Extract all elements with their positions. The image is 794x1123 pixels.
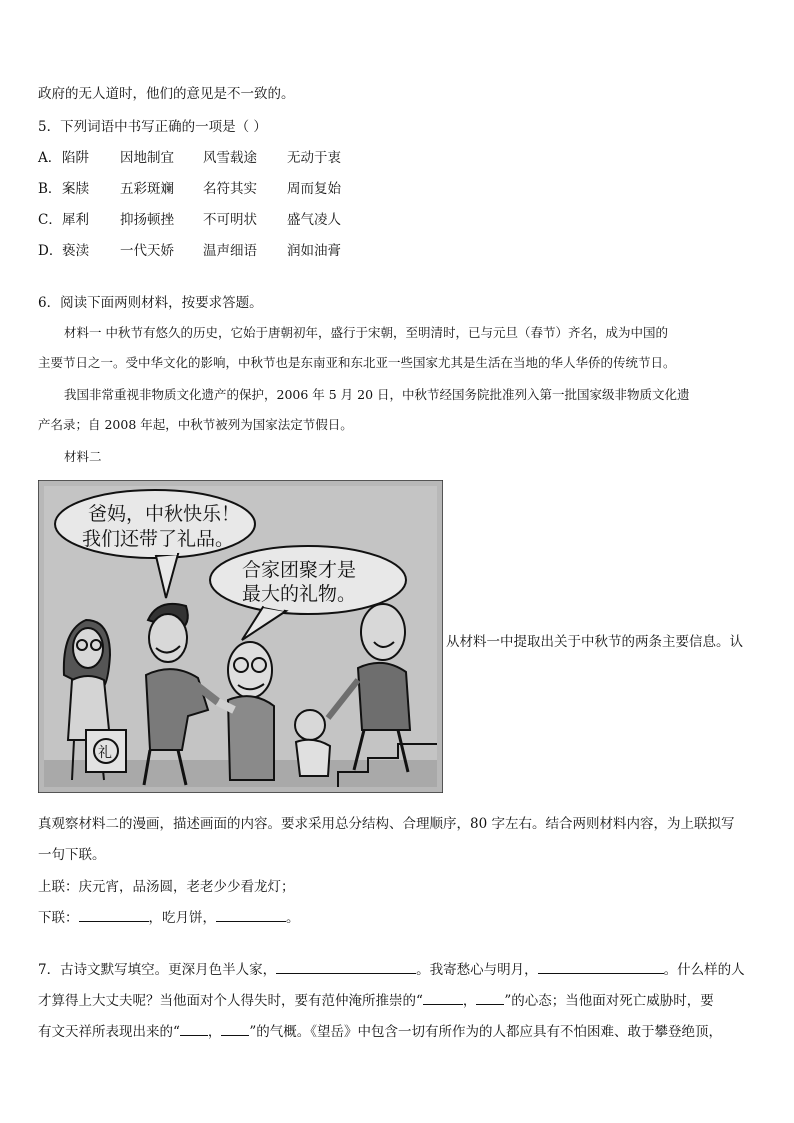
option-word: 名符其实 [203, 181, 257, 197]
q7-line3 [38, 1020, 722, 1040]
q7-text: ”的心态；当他面对死亡威胁时，要 [504, 993, 714, 1009]
option-word: 盛气凌人 [287, 212, 341, 228]
couplet-lower-mid: ，吃月饼， [148, 910, 216, 926]
bubble2-line1: 合家团聚才是 [242, 559, 357, 581]
couplet-lower-end: 。 [286, 910, 300, 926]
q7-text: ”的气概。《望岳》中包含一切有所作为的人都应具有不怕困难、敢于攀登绝顶， [249, 1024, 723, 1040]
bubble2-line2: 最大的礼物。 [242, 583, 357, 605]
q5-stem: 5．下列词语中书写正确的一项是（ ） [38, 119, 267, 135]
blank-field[interactable] [79, 907, 149, 922]
couplet-lower [38, 906, 300, 926]
option-word: 五彩斑斓 [120, 181, 174, 197]
material1-line: 我国非常重视非物质文化遗产的保护，2006 年 5 月 20 日，中秋节经国务院批准列入第一批国家级非物质文化遗 [64, 387, 690, 402]
option-word: 因地制宜 [120, 150, 174, 166]
continuation-line: 政府的无人道时，他们的意见是不一致的。 [38, 86, 295, 102]
material1-line: 产名录；自 2008 年起，中秋节被列为国家法定节假日。 [38, 417, 353, 432]
option-word: 抑扬顿挫 [120, 212, 174, 228]
option-word: 案牍 [62, 181, 89, 197]
blank-field[interactable] [538, 959, 664, 974]
gift-label: 礼 [98, 745, 112, 761]
blank-field[interactable] [216, 907, 286, 922]
q7-text: 7．古诗文默写填空。更深月色半人家， [38, 962, 277, 978]
option-letter: C． [38, 212, 62, 228]
option-word: 风雪载途 [203, 150, 257, 166]
blank-field[interactable] [476, 990, 504, 1005]
option-letter: A． [38, 150, 62, 166]
option-word: 润如油膏 [287, 243, 341, 259]
option-letter: D． [38, 243, 63, 259]
material2-label: 材料二 [64, 449, 102, 464]
q7-line1 [38, 958, 745, 978]
q7-text: 。我寄愁心与明月， [416, 962, 538, 978]
q7-text: 。什么样的人 [663, 962, 745, 978]
q7-line2 [38, 989, 714, 1009]
q6-task-part1: 从材料一中提取出关于中秋节的两条主要信息。认 [446, 634, 743, 650]
option-word: 陷阱 [62, 150, 89, 166]
bubble1-line1: 爸妈，中秋快乐！ [88, 503, 241, 525]
option-word: 犀利 [62, 212, 89, 228]
q7-text: 才算得上大丈夫呢？当他面对个人得失时，要有范仲淹所推崇的“ [38, 993, 423, 1009]
q6-task-part2: 真观察材料二的漫画，描述画面的内容。要求采用总分结构、合理顺序，80 字左右。结合两则材料内容，为上联拟写 [38, 816, 735, 832]
couplet-upper: 上联：庆元宵，品汤圆，老老少少看龙灯； [38, 879, 295, 895]
bubble1-line2: 我们还带了礼品。 [82, 528, 235, 550]
option-word: 周而复始 [287, 181, 341, 197]
option-word: 亵渎 [62, 243, 89, 259]
q7-text: ， [462, 993, 477, 1009]
q6-stem: 6．阅读下面两则材料，按要求答题。 [38, 295, 263, 311]
option-letter: B． [38, 181, 62, 197]
option-word: 不可明状 [203, 212, 257, 228]
q7-text: 有文天祥所表现出来的“ [38, 1024, 180, 1040]
q6-task-part3: 一句下联。 [38, 847, 106, 863]
blank-field[interactable] [423, 990, 463, 1005]
option-word: 一代天娇 [120, 243, 174, 259]
material1-line: 主要节日之一。受中华文化的影响，中秋节也是东南亚和东北亚一些国家尤其是生活在当地的华人华侨的传统节日。 [38, 355, 676, 370]
material1-line: 材料一 中秋节有悠久的历史，它始于唐朝初年，盛行于宋朝，至明清时，已与元旦（春节）齐名，成为中国的 [64, 325, 668, 340]
couplet-lower-prefix: 下联： [38, 910, 79, 926]
blank-field[interactable] [221, 1021, 249, 1036]
q7-text: ， [207, 1024, 222, 1040]
blank-field[interactable] [180, 1021, 208, 1036]
blank-field[interactable] [276, 959, 416, 974]
comic-illustration [38, 480, 443, 793]
option-word: 温声细语 [203, 243, 257, 259]
option-word: 无动于衷 [287, 150, 341, 166]
child-figure [295, 710, 330, 776]
